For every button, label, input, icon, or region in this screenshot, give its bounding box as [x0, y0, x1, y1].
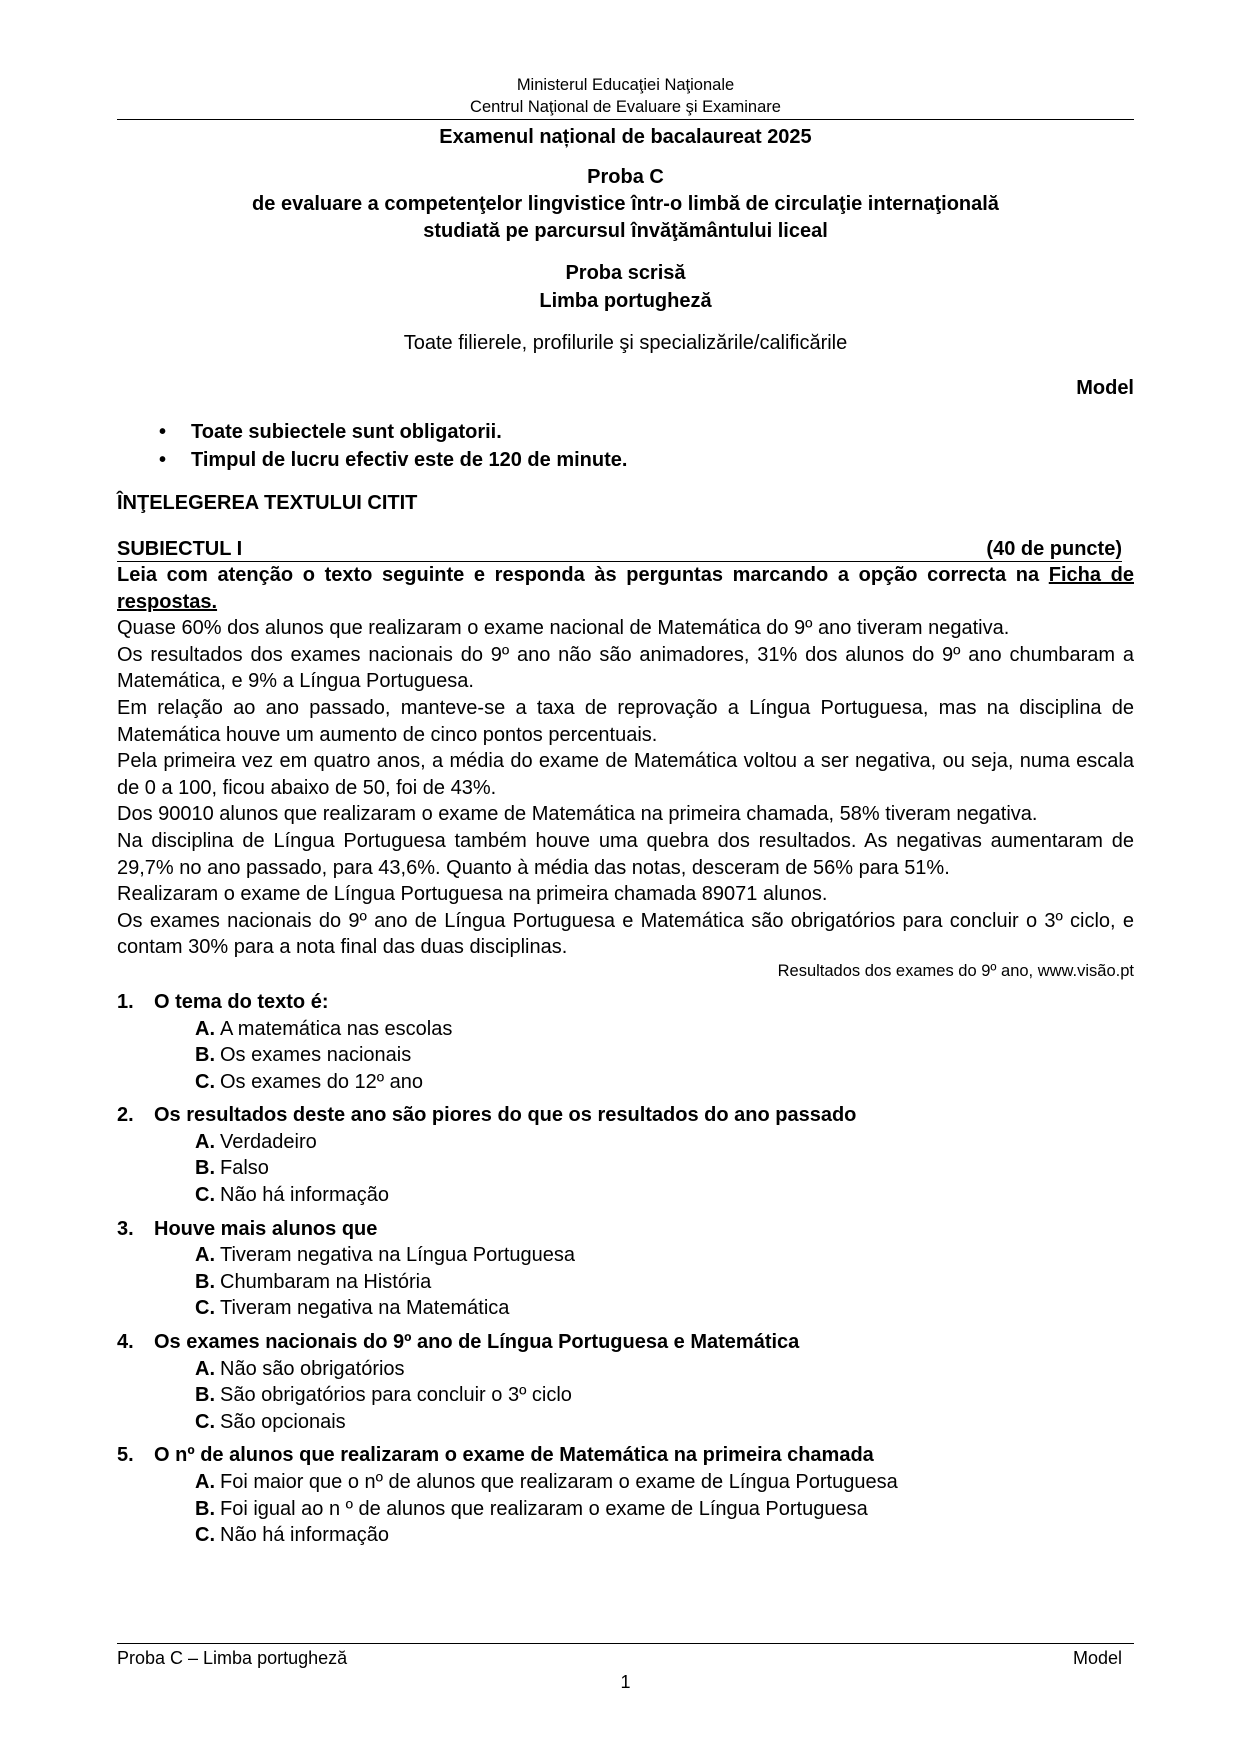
option-letter: A. — [195, 1471, 215, 1493]
question-number: 3. — [117, 1217, 134, 1240]
option-text: Foi igual ao n º de alunos que realizaram o exame de Língua Portuguesa — [220, 1497, 868, 1520]
option-letter: B. — [195, 1384, 215, 1407]
option-letter: C. — [195, 1184, 215, 1207]
option-text: Foi maior que o nº de alunos que realizaram o exame de Língua Portuguesa — [220, 1471, 898, 1493]
option-text: Tiveram negativa na Matemática — [220, 1297, 510, 1320]
question-prompt: Os resultados deste ano são piores do que os resultados do ano passado — [154, 1104, 857, 1127]
question-text — [117, 1102, 1134, 1129]
question-number: 4. — [117, 1331, 134, 1354]
option-text: Tiveram negativa na Língua Portuguesa — [220, 1244, 576, 1267]
footer-left: Proba C – Limba portugheză — [117, 1648, 348, 1668]
page-number: 1 — [620, 1672, 631, 1692]
subject-points: (40 de puncte) — [986, 538, 1122, 560]
option-letter: A. — [195, 1357, 215, 1380]
option-text: Não há informação — [220, 1524, 389, 1547]
option-text: Não são obrigatórios — [220, 1357, 405, 1380]
question — [117, 1216, 1134, 1322]
ministry-name: Ministerul Educaţiei Naţionale — [516, 76, 735, 94]
option-text: Chumbaram na História — [220, 1270, 432, 1293]
language-title: Limba portugheză — [539, 290, 712, 312]
center-name: Centrul Naţional de Evaluare şi Examinare — [470, 98, 781, 116]
page-header — [117, 74, 1134, 118]
header-divider — [117, 119, 1134, 120]
answer-sheet-link: Ficha de respostas. — [117, 564, 1134, 613]
answer-option[interactable] — [117, 1042, 1134, 1069]
answer-option[interactable] — [117, 1129, 1134, 1156]
option-text: Não há informação — [220, 1184, 389, 1207]
option-letter: C. — [195, 1070, 215, 1093]
reading-text — [117, 615, 1134, 961]
text-paragraph: Em relação ao ano passado, manteve-se a taxa de reprovação a Língua Portuguesa, mas na disciplina de Matemática houve um aumento de cinco pontos percentuais. — [117, 696, 1134, 746]
text-paragraph: Os resultados dos exames nacionais do 9º ano não são animadores, 31% dos alunos do 9º ano chumbaram a Matemática, e 9% a Língua Portuguesa. — [117, 643, 1134, 693]
question-number: 2. — [117, 1104, 134, 1127]
footer-right: Model — [1072, 1648, 1122, 1668]
option-text: Falso — [220, 1157, 269, 1180]
section-heading: ÎNŢELEGEREA TEXTULUI CITIT — [117, 492, 418, 514]
option-letter: C. — [195, 1297, 215, 1320]
answer-option[interactable] — [117, 1069, 1134, 1096]
question-text — [117, 989, 1134, 1016]
text-paragraph: Realizaram o exame de Língua Portuguesa na primeira chamada 89071 alunos. — [117, 883, 828, 906]
question-text — [117, 1329, 1134, 1356]
question-text — [117, 1442, 1134, 1469]
option-letter: B. — [195, 1044, 215, 1067]
subject-instruction: Leia com atenção o texto seguinte e responda às perguntas marcando a opção correcta na Ficha de respostas. — [117, 564, 1134, 613]
option-letter: B. — [195, 1270, 215, 1293]
questions-list — [117, 989, 1134, 1549]
question-number: 1. — [117, 990, 134, 1013]
proba-subtitle-2: studiată pe parcursul învăţământului liceal — [423, 220, 828, 242]
proba-title: Proba C — [587, 166, 664, 188]
subject-heading — [117, 538, 1122, 562]
question — [117, 1442, 1134, 1548]
option-letter: A. — [195, 1244, 215, 1267]
proba-scrisa: Proba scrisă — [565, 262, 686, 284]
option-letter: C. — [195, 1410, 215, 1433]
question — [117, 989, 1134, 1095]
question — [117, 1102, 1134, 1208]
text-paragraph: Os exames nacionais do 9º ano de Língua Portuguesa e Matemática são obrigatórios para concluir o 3º ciclo, e contam 30% para a nota final das duas disciplinas. — [117, 909, 1134, 959]
answer-option[interactable] — [117, 1496, 1134, 1523]
instructions-list — [117, 418, 1134, 474]
option-letter: B. — [195, 1157, 215, 1180]
instruction-item: • Toate subiectele sunt obligatorii. — [159, 421, 502, 443]
question-text — [117, 1216, 1134, 1243]
answer-option[interactable] — [117, 1269, 1134, 1296]
answer-option[interactable] — [117, 1182, 1134, 1209]
option-letter: C. — [195, 1524, 215, 1547]
answer-option[interactable] — [117, 1382, 1134, 1409]
answer-option[interactable] — [117, 1295, 1134, 1322]
text-paragraph: Dos 90010 alunos que realizaram o exame de Matemática na primeira chamada, 58% tiveram negativa. — [117, 803, 1038, 826]
option-text: Os exames nacionais — [220, 1044, 412, 1067]
subject-label: SUBIECTUL I — [117, 538, 243, 560]
exam-title: Examenul național de bacalaureat 2025 — [439, 126, 812, 148]
option-letter: B. — [195, 1497, 215, 1520]
answer-option[interactable] — [117, 1409, 1134, 1436]
footer-divider — [117, 1643, 1134, 1644]
option-text: Os exames do 12º ano — [220, 1070, 423, 1093]
model-label: Model — [1076, 377, 1134, 399]
question-prompt: Os exames nacionais do 9º ano de Língua Portuguesa e Matemática — [154, 1331, 800, 1354]
page-footer — [117, 1648, 1122, 1669]
option-text: A matemática nas escolas — [220, 1017, 453, 1040]
text-paragraph: Quase 60% dos alunos que realizaram o exame nacional de Matemática do 9º ano tiveram negativa. — [117, 617, 1010, 640]
instruction-item: • Timpul de lucru efectiv este de 120 de minute. — [159, 449, 628, 471]
answer-option[interactable] — [117, 1155, 1134, 1182]
question — [117, 1329, 1134, 1435]
question-prompt: Houve mais alunos que — [154, 1217, 378, 1240]
option-letter: A. — [195, 1130, 215, 1153]
question-prompt: O tema do texto é: — [154, 990, 329, 1013]
option-text: São obrigatórios para concluir o 3º ciclo — [220, 1384, 572, 1407]
subject-block — [117, 538, 1134, 1549]
text-paragraph: Na disciplina de Língua Portuguesa também houve uma quebra dos resultados. As negativas aumentaram de 29,7% no ano passado, para 43,6%. Quanto à média das notas, desceram de 56% para 51%. — [117, 829, 1134, 879]
option-text: Verdadeiro — [220, 1130, 317, 1153]
answer-option[interactable] — [117, 1242, 1134, 1269]
filiere-text: Toate filierele, profilurile şi specializările/calificările — [403, 332, 848, 354]
answer-option[interactable] — [117, 1016, 1134, 1043]
answer-option[interactable] — [117, 1356, 1134, 1383]
source-citation: Resultados dos exames do 9º ano, www.visão.pt — [777, 961, 1134, 980]
option-letter: A. — [195, 1017, 215, 1040]
question-number: 5. — [117, 1444, 134, 1467]
question-prompt: O nº de alunos que realizaram o exame de Matemática na primeira chamada — [154, 1444, 874, 1467]
proba-subtitle-1: de evaluare a competenţelor lingvistice într-o limbă de circulaţie internaţională — [252, 193, 999, 215]
answer-option[interactable] — [117, 1469, 1134, 1496]
option-text: São opcionais — [220, 1410, 346, 1433]
text-paragraph: Pela primeira vez em quatro anos, a média do exame de Matemática voltou a ser negativa, ou seja, numa escala de 0 a 100, ficou abaixo de 50, foi de 43%. — [117, 750, 1134, 799]
answer-option[interactable] — [117, 1522, 1134, 1549]
